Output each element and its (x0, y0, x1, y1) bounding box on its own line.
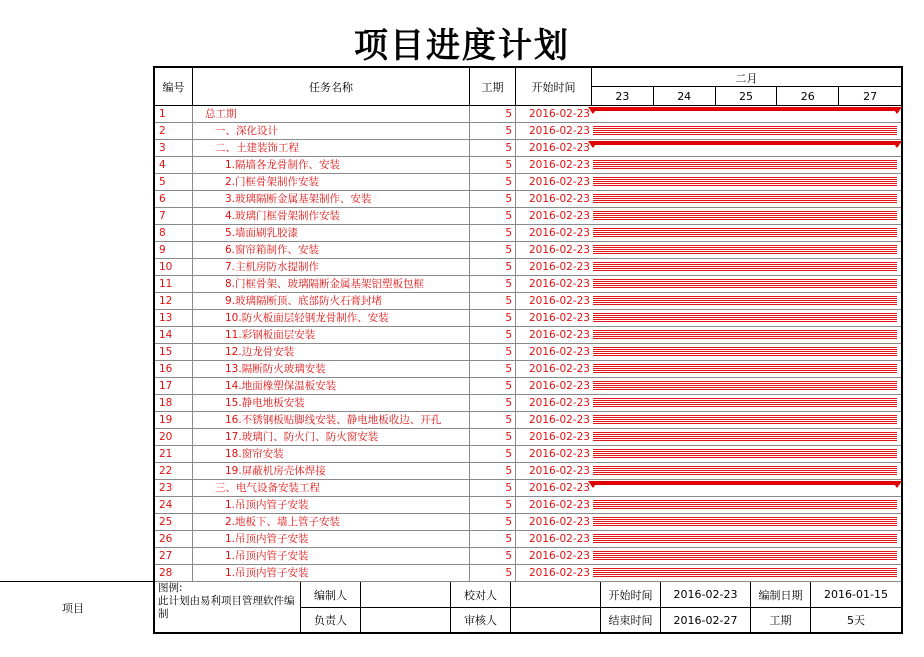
gantt-cell (592, 412, 901, 428)
task-duration: 5 (470, 157, 516, 173)
left-project-label: 项目 (62, 602, 84, 615)
task-row (155, 378, 901, 395)
reviewer-label: 校对人 (451, 582, 511, 608)
task-start: 2016-02-23 (528, 363, 590, 375)
task-duration: 5 (470, 242, 516, 258)
gantt-cell (592, 327, 901, 343)
task-duration: 5 (470, 429, 516, 445)
header-day: 27 (863, 90, 878, 103)
gantt-cell (592, 429, 901, 445)
task-bar (593, 500, 897, 510)
task-duration: 5 (470, 191, 516, 207)
task-row (155, 463, 901, 480)
task-bar (593, 466, 897, 476)
task-duration: 5 (470, 293, 516, 309)
task-row (155, 310, 901, 327)
task-row (155, 174, 901, 191)
gantt-table (153, 66, 903, 634)
task-start: 2016-02-23 (528, 550, 590, 562)
gantt-cell (592, 514, 901, 530)
task-id: 24 (155, 497, 193, 513)
task-bar (593, 126, 897, 136)
task-id: 13 (155, 310, 193, 326)
task-name: 二、土建装饰工程 (193, 140, 470, 156)
task-duration: 5 (470, 361, 516, 377)
task-name: 7.主机房防水提制作 (193, 259, 470, 275)
software-note: 此计划由易利项目管理软件编制 (158, 595, 295, 620)
task-name: 15.静电地板安装 (193, 395, 470, 411)
total-duration-label: 工期 (751, 608, 811, 634)
gantt-cell (592, 106, 901, 122)
task-id: 18 (155, 395, 193, 411)
header-day: 23 (592, 87, 654, 106)
compile-date-value: 2016-01-15 (811, 582, 903, 608)
task-id: 20 (155, 429, 193, 445)
task-start: 2016-02-23 (528, 380, 590, 392)
header-day: 25 (716, 87, 778, 106)
task-name: 3.玻璃隔断金属基架制作、安装 (193, 191, 470, 207)
gantt-cell (592, 208, 901, 224)
gantt-cell (592, 191, 901, 207)
task-bar (593, 517, 897, 527)
task-bar (593, 534, 897, 544)
summary-start-marker (588, 107, 598, 114)
gantt-cell (592, 276, 901, 292)
task-id: 10 (155, 259, 193, 275)
task-row (155, 514, 901, 531)
task-start: 2016-02-23 (528, 431, 590, 443)
task-name: 总工期 (193, 106, 470, 122)
gantt-cell (592, 310, 901, 326)
task-start: 2016-02-23 (528, 448, 590, 460)
task-id: 3 (155, 140, 193, 156)
task-start: 2016-02-23 (528, 329, 590, 341)
end-time-label: 结束时间 (601, 608, 661, 634)
task-name: 1.吊顶内管子安装 (193, 565, 470, 581)
start-time-value: 2016-02-23 (661, 582, 751, 608)
task-duration: 5 (470, 208, 516, 224)
task-row (155, 531, 901, 548)
task-id: 8 (155, 225, 193, 241)
task-row (155, 140, 901, 157)
task-id: 22 (155, 463, 193, 479)
task-id: 15 (155, 344, 193, 360)
gantt-cell (592, 344, 901, 360)
task-id: 2 (155, 123, 193, 139)
task-name: 12.边龙骨安装 (193, 344, 470, 360)
task-row (155, 480, 901, 497)
task-start: 2016-02-23 (528, 397, 590, 409)
task-row (155, 157, 901, 174)
page-title: 项目进度计划 (354, 26, 570, 66)
task-duration: 5 (470, 106, 516, 122)
task-row (155, 293, 901, 310)
task-row (155, 497, 901, 514)
task-name: 16.不锈钢板贴脚线安装、静电地板收边、开孔 (193, 412, 470, 428)
task-bar (593, 262, 897, 272)
task-id: 5 (155, 174, 193, 190)
summary-end-marker (892, 481, 902, 488)
task-row (155, 548, 901, 565)
task-bar (593, 279, 897, 289)
task-id: 19 (155, 412, 193, 428)
summary-end-marker (892, 141, 902, 148)
summary-start-marker (588, 481, 598, 488)
prepared-by-label: 编制人 (301, 582, 361, 608)
task-id: 4 (155, 157, 193, 173)
task-duration: 5 (470, 497, 516, 513)
task-start: 2016-02-23 (528, 227, 590, 239)
gantt-cell (592, 378, 901, 394)
task-bar (593, 245, 897, 255)
task-id: 7 (155, 208, 193, 224)
task-start: 2016-02-23 (528, 125, 590, 137)
task-duration: 5 (470, 395, 516, 411)
summary-start-marker (588, 141, 598, 148)
summary-bar (592, 107, 899, 111)
header-day: 24 (654, 87, 716, 106)
task-name: 14.地面橡塑保温板安装 (193, 378, 470, 394)
approver-label: 审核人 (451, 608, 511, 634)
prepared-by-value (361, 582, 451, 608)
task-row (155, 191, 901, 208)
task-name: 17.玻璃门、防火门、防火窗安装 (193, 429, 470, 445)
responsible-value (361, 608, 451, 634)
task-start: 2016-02-23 (528, 414, 590, 426)
task-bar (593, 194, 897, 204)
legend-label: 图例: (158, 582, 183, 594)
task-duration: 5 (470, 480, 516, 496)
task-duration: 5 (470, 412, 516, 428)
task-id: 26 (155, 531, 193, 547)
task-start: 2016-02-23 (528, 244, 590, 256)
task-name: 13.隔断防火玻璃安装 (193, 361, 470, 377)
header-name: 任务名称 (193, 68, 470, 106)
task-start: 2016-02-23 (528, 482, 590, 494)
end-time-value: 2016-02-27 (661, 608, 751, 634)
task-name: 11.彩钢板面层安装 (193, 327, 470, 343)
total-duration-value: 5天 (811, 608, 903, 634)
task-duration: 5 (470, 531, 516, 547)
task-start: 2016-02-23 (528, 533, 590, 545)
task-id: 17 (155, 378, 193, 394)
task-start: 2016-02-23 (528, 499, 590, 511)
task-start: 2016-02-23 (528, 278, 590, 290)
start-time-label: 开始时间 (601, 582, 661, 608)
task-bar (593, 449, 897, 459)
task-bar (593, 364, 897, 374)
gantt-cell (592, 463, 901, 479)
task-row (155, 446, 901, 463)
task-id: 6 (155, 191, 193, 207)
task-id: 21 (155, 446, 193, 462)
responsible-label: 负责人 (301, 608, 361, 634)
task-name: 19.屏蔽机房壳体焊接 (193, 463, 470, 479)
task-id: 1 (155, 106, 193, 122)
task-bar (593, 330, 897, 340)
approver-value (511, 608, 601, 634)
task-duration: 5 (470, 463, 516, 479)
task-bar (593, 381, 897, 391)
gantt-cell (592, 174, 901, 190)
summary-bar (592, 141, 899, 145)
task-name: 18.窗帘安装 (193, 446, 470, 462)
task-start: 2016-02-23 (528, 261, 590, 273)
footer (153, 582, 903, 634)
gantt-cell (592, 225, 901, 241)
gantt-cell (592, 548, 901, 564)
header-id: 编号 (155, 68, 193, 106)
task-row (155, 276, 901, 293)
task-id: 27 (155, 548, 193, 564)
task-duration: 5 (470, 225, 516, 241)
task-start: 2016-02-23 (528, 108, 590, 120)
task-name: 9.玻璃隔断顶、底部防火石膏封堵 (193, 293, 470, 309)
task-name: 2.地板下、墙上管子安装 (193, 514, 470, 530)
task-duration: 5 (470, 344, 516, 360)
task-start: 2016-02-23 (528, 210, 590, 222)
task-row (155, 565, 901, 582)
task-start: 2016-02-23 (528, 567, 590, 579)
task-row (155, 123, 901, 140)
task-row (155, 242, 901, 259)
gantt-cell (592, 259, 901, 275)
task-name: 三、电气设备安装工程 (193, 480, 470, 496)
task-row (155, 208, 901, 225)
left-divider (0, 581, 153, 582)
gantt-cell (592, 123, 901, 139)
task-start: 2016-02-23 (528, 193, 590, 205)
task-row (155, 327, 901, 344)
header-duration: 工期 (470, 68, 516, 106)
header-day: 26 (777, 87, 839, 106)
gantt-cell (592, 395, 901, 411)
task-id: 16 (155, 361, 193, 377)
task-bar (593, 313, 897, 323)
task-bar (593, 551, 897, 561)
task-duration: 5 (470, 310, 516, 326)
header-month: 二月 (735, 71, 758, 85)
task-row (155, 395, 901, 412)
task-start: 2016-02-23 (528, 142, 590, 154)
summary-end-marker (892, 107, 902, 114)
task-bar (593, 228, 897, 238)
task-name: 8.门框骨架、玻璃隔断金属基架铝塑板包框 (193, 276, 470, 292)
gantt-cell (592, 497, 901, 513)
gantt-cell (592, 242, 901, 258)
task-bar (593, 296, 897, 306)
task-id: 23 (155, 480, 193, 496)
task-id: 25 (155, 514, 193, 530)
task-duration: 5 (470, 548, 516, 564)
reviewer-value (511, 582, 601, 608)
task-id: 28 (155, 565, 193, 581)
task-id: 14 (155, 327, 193, 343)
task-bar (593, 160, 897, 170)
gantt-cell (592, 361, 901, 377)
task-duration: 5 (470, 446, 516, 462)
task-bar (593, 398, 897, 408)
task-name: 10.防火板面层轻钢龙骨制作、安装 (193, 310, 470, 326)
task-name: 1.吊顶内管子安装 (193, 497, 470, 513)
task-duration: 5 (470, 259, 516, 275)
task-name: 1.隔墙各龙骨制作、安装 (193, 157, 470, 173)
task-start: 2016-02-23 (528, 516, 590, 528)
summary-bar (592, 481, 899, 485)
gantt-cell (592, 140, 901, 156)
task-duration: 5 (470, 565, 516, 581)
task-name: 4.玻璃门框骨架制作安装 (193, 208, 470, 224)
task-duration: 5 (470, 276, 516, 292)
task-start: 2016-02-23 (528, 176, 590, 188)
gantt-cell (592, 480, 901, 496)
gantt-cell (592, 531, 901, 547)
task-duration: 5 (470, 123, 516, 139)
task-start: 2016-02-23 (528, 312, 590, 324)
task-duration: 5 (470, 174, 516, 190)
gantt-cell (592, 293, 901, 309)
task-bar (593, 177, 897, 187)
task-bar (593, 568, 897, 578)
task-id: 12 (155, 293, 193, 309)
task-start: 2016-02-23 (528, 295, 590, 307)
header-days (592, 87, 901, 106)
compile-date-label: 编制日期 (751, 582, 811, 608)
task-name: 1.吊顶内管子安装 (193, 531, 470, 547)
gantt-cell (592, 565, 901, 581)
task-duration: 5 (470, 378, 516, 394)
gantt-cell (592, 157, 901, 173)
task-row (155, 344, 901, 361)
task-name: 1.吊顶内管子安装 (193, 548, 470, 564)
task-row (155, 412, 901, 429)
task-duration: 5 (470, 140, 516, 156)
task-bar (593, 347, 897, 357)
task-bar (593, 432, 897, 442)
task-row (155, 429, 901, 446)
task-name: 5.墙面刷乳胶漆 (193, 225, 470, 241)
header-start: 开始时间 (516, 68, 592, 106)
task-row (155, 106, 901, 123)
task-start: 2016-02-23 (528, 159, 590, 171)
task-name: 一、深化设计 (193, 123, 470, 139)
task-id: 9 (155, 242, 193, 258)
task-bar (593, 211, 897, 221)
task-start: 2016-02-23 (528, 346, 590, 358)
task-id: 11 (155, 276, 193, 292)
task-row (155, 259, 901, 276)
task-name: 6.窗帘箱制作、安装 (193, 242, 470, 258)
task-bar (593, 415, 897, 425)
legend-cell (153, 582, 301, 634)
task-start: 2016-02-23 (528, 465, 590, 477)
task-duration: 5 (470, 327, 516, 343)
task-duration: 5 (470, 514, 516, 530)
gantt-cell (592, 446, 901, 462)
task-row (155, 225, 901, 242)
task-name: 2.门框骨架制作安装 (193, 174, 470, 190)
task-row (155, 361, 901, 378)
